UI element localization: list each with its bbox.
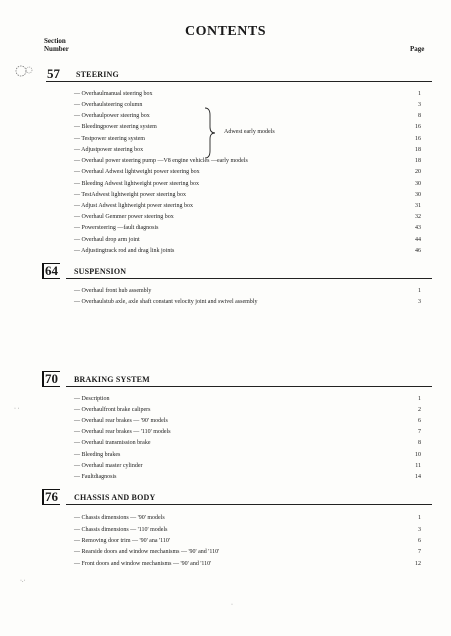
toc-entry[interactable]: — Overhaulsteering column (74, 102, 143, 108)
toc-entry[interactable]: — Overhaulpower steering box (74, 113, 150, 119)
page-title: CONTENTS (184, 24, 267, 39)
toc-entry[interactable]: — Removing door trim — '90' ana '110' (74, 538, 170, 544)
section-number-header (44, 37, 69, 53)
toc-entry[interactable]: — Bleeding Adwest lightweight power steering box (74, 181, 199, 187)
page-number: 1 (418, 91, 421, 97)
toc-entry[interactable]: — Overhaul rear brakes — '90' models (74, 418, 168, 424)
toc-entry[interactable]: — Overhaul rear brakes — '110' models (74, 429, 171, 435)
toc-entry[interactable]: — Faultdiagnosis (74, 474, 117, 480)
section-label: Section (44, 37, 66, 45)
toc-entry[interactable]: — Bleedingpower steering system (74, 124, 157, 130)
page-number: 30 (415, 181, 421, 187)
section-rule (66, 504, 432, 505)
page-number: 12 (415, 561, 421, 567)
toc-entry[interactable]: — Adjust Adwest lightweight power steering box (74, 203, 193, 209)
page-number: 3 (418, 527, 421, 533)
page-number: 2 (418, 407, 421, 413)
section-number-57: 57 (47, 66, 60, 81)
toc-entry[interactable]: — Chassis dimensions — '110' models (74, 527, 168, 533)
page-number: 20 (415, 169, 421, 175)
page-number: 6 (418, 538, 421, 544)
toc-entry[interactable]: — Overhaul transmission brake (74, 440, 151, 446)
toc-entry[interactable]: — Overhaulstub axle, axle shaft constant velocity joint and swivel assembly (74, 299, 258, 305)
toc-entry[interactable]: — Bleeding brakes (74, 452, 121, 458)
toc-entry[interactable]: — Chassis dimensions — '90' models (74, 515, 165, 521)
curly-brace-icon (203, 107, 217, 159)
page-number: 8 (418, 113, 421, 119)
page-number: 46 (415, 248, 421, 254)
page-number: 8 (418, 440, 421, 446)
page-number: 3 (418, 102, 421, 108)
page-number: 10 (415, 452, 421, 458)
section-title-suspension: SUSPENSION (74, 267, 127, 276)
toc-entry[interactable]: — Overhaul master cylinder (74, 463, 143, 469)
page-number: 7 (418, 549, 421, 555)
page-number: 32 (415, 214, 421, 220)
toc-entry[interactable]: — Overhaul power steering pump —V8 engine vehicles —early models (74, 158, 248, 164)
section-rule (66, 386, 432, 387)
section-title-chassis-body: CHASSIS AND BODY (74, 493, 156, 502)
section-number-76: 76 (42, 489, 60, 505)
toc-entry[interactable]: — Overhaulmanual steering box (74, 91, 153, 97)
section-number-70: 70 (42, 371, 60, 387)
page-number: 7 (418, 429, 421, 435)
page-number: 31 (415, 203, 421, 209)
bracket-note: Adwest early models (224, 129, 275, 135)
section-rule (46, 81, 432, 82)
toc-entry[interactable]: — Adjustingtrack rod and drag link joints (74, 248, 175, 254)
page-number: 1 (418, 515, 421, 521)
number-label: Number (44, 45, 69, 53)
page-number: 30 (415, 192, 421, 198)
toc-entry[interactable]: — Overhaul drop arm joint (74, 237, 140, 243)
section-number-64: 64 (42, 263, 60, 279)
toc-entry[interactable]: — Testpower steering system (74, 136, 145, 142)
scan-speck: · (231, 602, 233, 608)
section-title-steering: STEERING (76, 70, 119, 79)
page-column-header: Page (410, 45, 425, 53)
page-number: 18 (415, 147, 421, 153)
page-number: 44 (415, 237, 421, 243)
section-rule (66, 278, 432, 279)
toc-entry[interactable]: — Rearside doors and window mechanisms — '90' and '110' (74, 549, 220, 555)
page-number: 14 (415, 474, 421, 480)
section-title-braking: BRAKING SYSTEM (74, 375, 150, 384)
page-number: 16 (415, 124, 421, 130)
toc-entry[interactable]: — Overhaul Gemmer power steering box (74, 214, 174, 220)
toc-entry[interactable]: — Front doors and window mechanisms — '90' and '110' (74, 561, 212, 567)
toc-entry[interactable]: — Overhaul Adwest lightweight power steering box (74, 169, 200, 175)
page-number: 6 (418, 418, 421, 424)
page-number: 1 (418, 288, 421, 294)
scan-speck: ·.· (20, 578, 26, 584)
toc-entry[interactable]: — Overhaulfront brake calipers (74, 407, 151, 413)
page-number: 3 (418, 299, 421, 305)
toc-entry[interactable]: — Powersteering —fault diagnosis (74, 225, 159, 231)
scan-speck: · · (14, 406, 20, 412)
toc-entry[interactable]: — Overhaul front hub assembly (74, 288, 152, 294)
page-number: 18 (415, 158, 421, 164)
page-number: 11 (415, 463, 421, 469)
page-number: 43 (415, 225, 421, 231)
stamp-mark-icon (14, 64, 36, 78)
toc-entry[interactable]: — TestAdwest lightweight power steering box (74, 192, 186, 198)
page-number: 1 (418, 396, 421, 402)
toc-entry[interactable]: — Adjustpower steering box (74, 147, 144, 153)
page-number: 16 (415, 136, 421, 142)
toc-entry[interactable]: — Description (74, 396, 110, 402)
